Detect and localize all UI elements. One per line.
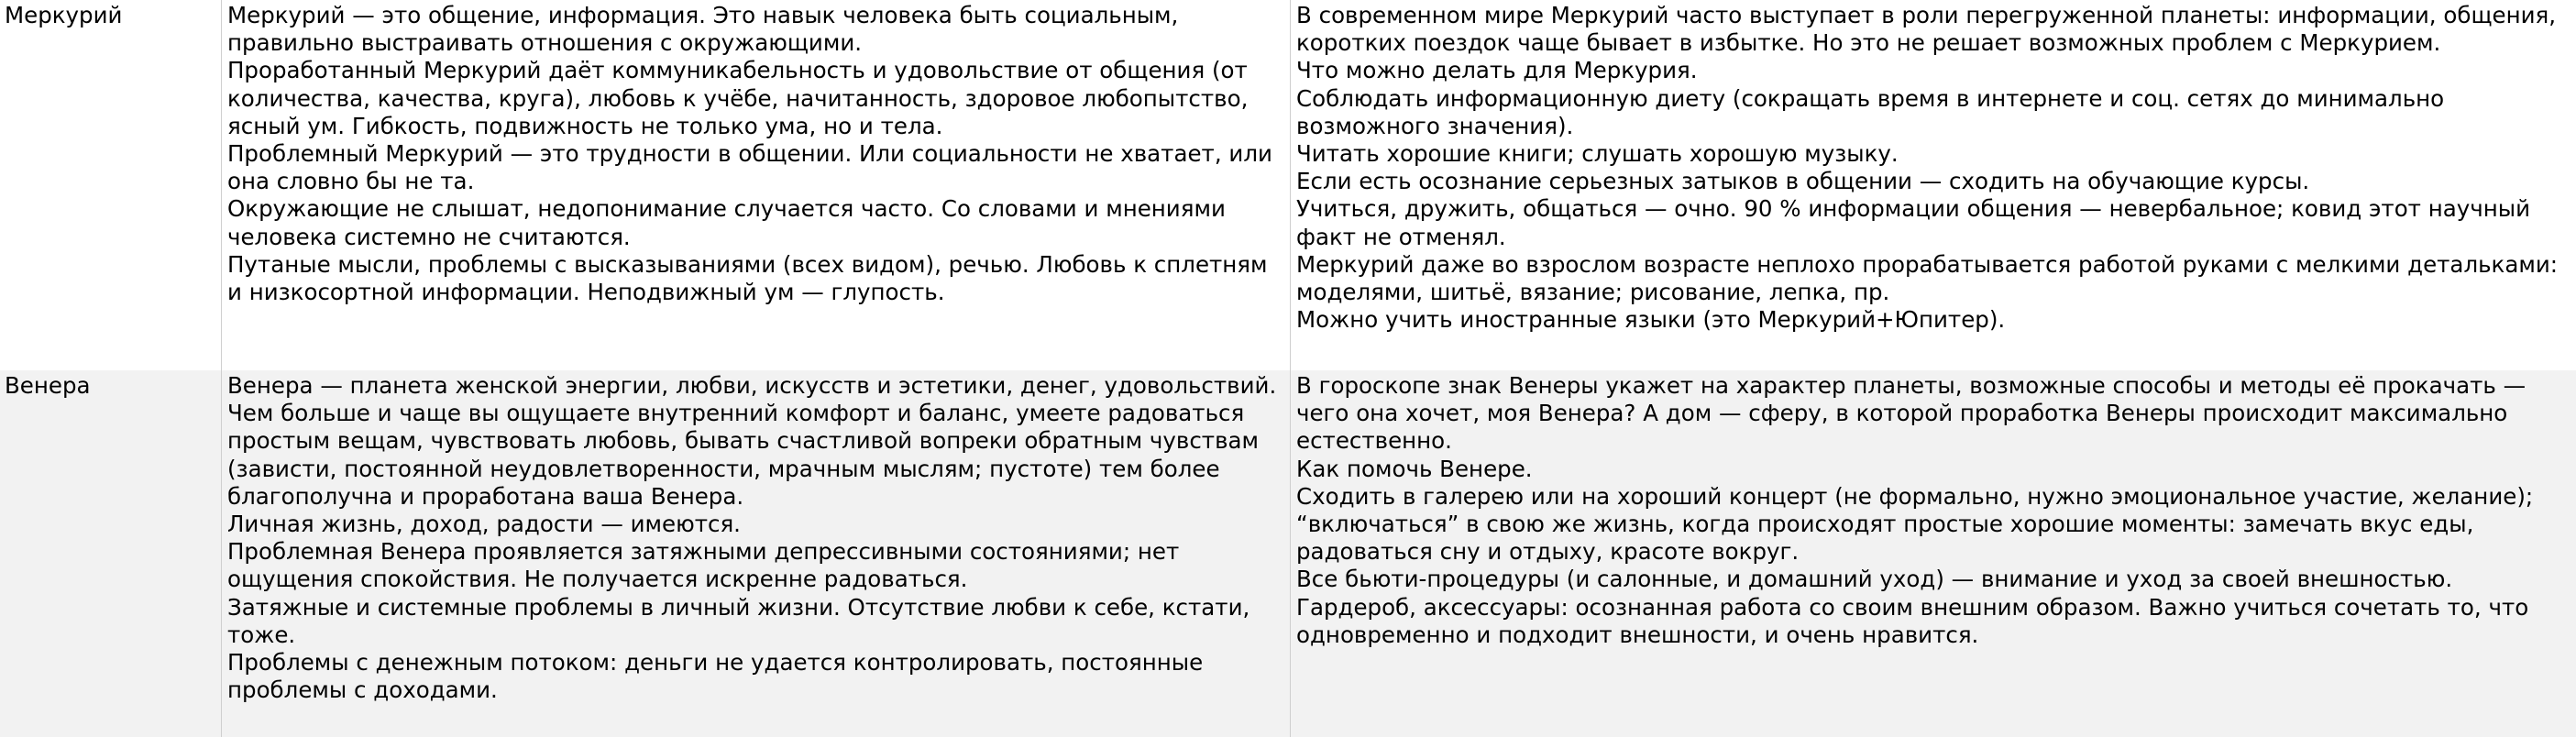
description-paragraph: Меркурий — это общение, информация. Это навык человека быть социальным, правильно выстраивать отношения с окружающими. [227, 2, 1179, 57]
help-paragraph: Гардероб, аксессуары: осознанная работа со своим внешним образом. Важно учиться сочетать то, что одновременно и подходит внешности, и очень нравится. [1296, 593, 2529, 648]
description-paragraph: Чем больше и чаще вы ощущаете внутренний комфорт и баланс, умеете радоваться простым вещам, чувствовать любовь, бывать счастливой вопреки обратным чувствам (зависти, постоянной неудовлетворенности, мрачным мыслям; пустоте) тем более благополучна и проработана ваша Венера. [227, 400, 1260, 510]
description-paragraph: Проблемы с денежным потоком: деньги не удается контролировать, постоянные проблемы с доходами. [227, 649, 1204, 704]
help-paragraph: Можно учить иностранные языки (это Меркурий+Юпитер). [1296, 306, 2006, 334]
description-paragraph: Венера — планета женской энергии, любви, искусств и эстетики, денег, удовольствий. [227, 372, 1277, 399]
help-paragraph: Как помочь Венере. [1296, 455, 1533, 482]
description-paragraph: Личная жизнь, доход, радости — имеются. [227, 511, 741, 538]
help-paragraph: В современном мире Меркурий часто выступает в роли перегруженной планеты: информации, общения, коротких поездок чаще бывает в избытке. Но это не решает возможных проблем с Меркурием. [1296, 2, 2557, 57]
help-paragraph: Соблюдать информационную диету (сокращать время в интернете и соц. сетях до минимально возможного значения). [1296, 84, 2445, 139]
description-paragraph: Окружающие не слышат, недопонимание случается часто. Со словами и мнениями человека системно не считаются. [227, 195, 1226, 250]
planet-name: Венера [5, 372, 91, 399]
planet-cell[interactable] [0, 370, 221, 737]
description-cell[interactable] [221, 0, 1290, 370]
help-paragraph: Сходить в галерею или на хороший концерт (не формально, нужно эмоциональное участие, желание); “включаться” в свою же жизнь, когда происходят простые хорошие моменты: замечать вкус еды, радоваться сну и отдыху, красоте вокруг. [1296, 482, 2534, 566]
help-paragraph: Меркурий даже во взрослом возрасте неплохо прорабатывается работой руками с мелкими детальками: моделями, шитьё, вязание; рисование, лепка, пр. [1296, 250, 2559, 306]
help-cell[interactable] [1290, 0, 2576, 370]
description-cell[interactable] [221, 370, 1290, 737]
planet-cell[interactable] [0, 0, 221, 370]
table-row [0, 370, 2576, 737]
description-paragraph: Проблемный Меркурий — это трудности в общении. Или социальности не хватает, или она словно бы не та. [227, 140, 1272, 195]
description-paragraph: Проработанный Меркурий даёт коммуникабельность и удовольствие от общения (от количества, качества, круга), любовь к учёбе, начитанность, здоровое любопытство, ясный ум. Гибкость, подвижность не только ума, но и тела. [227, 57, 1249, 139]
description-paragraph: Затяжные и системные проблемы в личный жизни. Отсутствие любви к себе, кстати, тоже. [227, 593, 1250, 648]
planet-name: Меркурий [5, 2, 123, 28]
description-paragraph: Путаные мысли, проблемы с высказываниями (всех видом), речью. Любовь к сплетням и низкосортной информации. Неподвижный ум — глупость. [227, 250, 1268, 306]
description-paragraph: Проблемная Венера проявляется затяжными депрессивными состояниями; нет ощущения спокойствия. Не получается искренне радоваться. [227, 538, 1180, 593]
help-paragraph: Если есть осознание серьезных затыков в общении — сходить на обучающие курсы. [1296, 168, 2310, 195]
help-paragraph: Что можно делать для Меркурия. [1296, 57, 1698, 84]
help-paragraph: Читать хорошие книги; слушать хорошую музыку. [1296, 140, 1899, 168]
help-paragraph: Все бьюти-процедуры (и салонные, и домашний уход) — внимание и уход за своей внешностью. [1296, 566, 2453, 593]
help-paragraph: В гороскопе знак Венеры укажет на характер планеты, возможные способы и методы её прокачать — чего она хочет, моя Венера? А дом — сферу, в которой проработка Венеры происходит максимально естественно. [1296, 372, 2526, 455]
help-paragraph: Учиться, дружить, общаться — очно. 90 % информации общения — невербальное; ковид этот научный факт не отменял. [1296, 195, 2531, 250]
help-cell[interactable] [1290, 370, 2576, 737]
